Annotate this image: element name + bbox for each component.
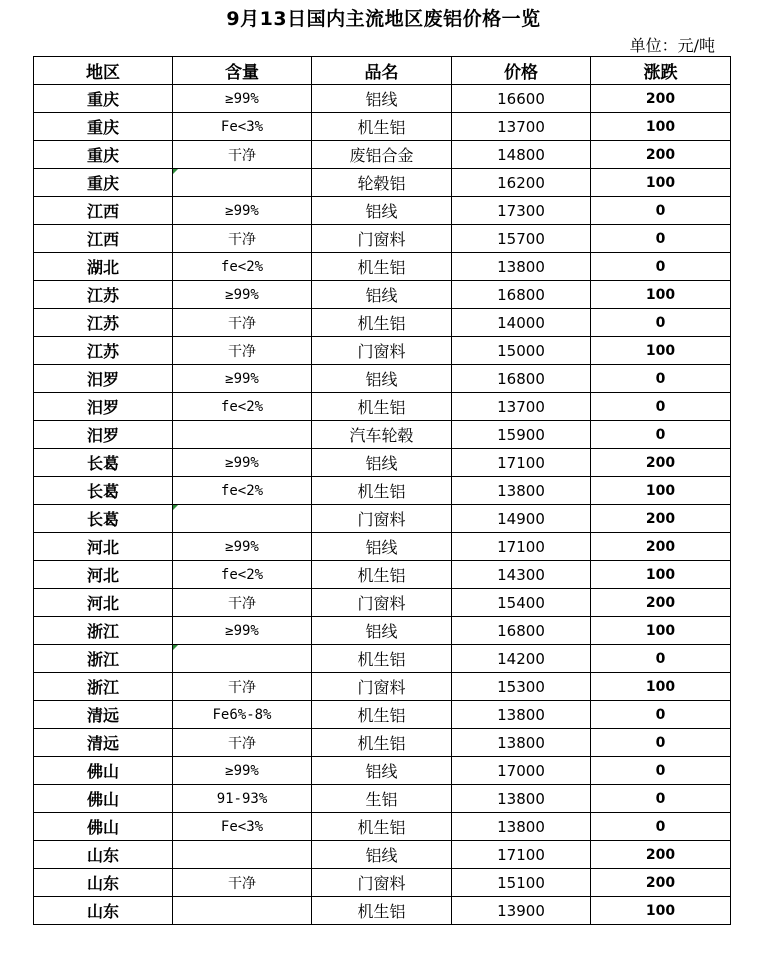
change-cell: 100 — [591, 477, 731, 505]
product-cell: 机生铝 — [312, 729, 452, 757]
table-row — [34, 757, 731, 785]
table-row — [34, 253, 731, 281]
price-cell: 16800 — [452, 617, 591, 645]
region-cell: 江苏 — [34, 309, 173, 337]
price-cell: 13800 — [452, 729, 591, 757]
content-cell: 干净 — [173, 309, 312, 337]
product-cell: 门窗料 — [312, 505, 452, 533]
price-cell: 15300 — [452, 673, 591, 701]
product-cell: 门窗料 — [312, 673, 452, 701]
table-row — [34, 785, 731, 813]
price-cell: 17000 — [452, 757, 591, 785]
content-cell: 干净 — [173, 141, 312, 169]
price-cell: 13800 — [452, 701, 591, 729]
region-cell: 河北 — [34, 589, 173, 617]
content-cell: fe<2% — [173, 393, 312, 421]
price-cell: 13800 — [452, 813, 591, 841]
change-cell: 200 — [591, 869, 731, 897]
table-row — [34, 85, 731, 113]
region-cell: 清远 — [34, 701, 173, 729]
change-cell: 100 — [591, 281, 731, 309]
change-cell: 100 — [591, 897, 731, 925]
unit-label: 单位：元/吨 — [629, 36, 715, 55]
table-row — [34, 141, 731, 169]
comment-marker-icon — [173, 505, 178, 510]
table-row — [34, 309, 731, 337]
content-cell: ≥99% — [173, 281, 312, 309]
region-cell: 浙江 — [34, 645, 173, 673]
table-row — [34, 729, 731, 757]
table-row — [34, 421, 731, 449]
table-row — [34, 533, 731, 561]
product-cell: 机生铝 — [312, 813, 452, 841]
product-cell: 门窗料 — [312, 337, 452, 365]
table-row — [34, 169, 731, 197]
price-cell: 14300 — [452, 561, 591, 589]
content-cell — [173, 505, 312, 533]
content-cell: 干净 — [173, 589, 312, 617]
region-cell: 重庆 — [34, 169, 173, 197]
content-cell — [173, 645, 312, 673]
change-cell: 0 — [591, 645, 731, 673]
content-cell: ≥99% — [173, 449, 312, 477]
price-cell: 13700 — [452, 113, 591, 141]
product-cell: 铝线 — [312, 449, 452, 477]
content-cell: 干净 — [173, 729, 312, 757]
region-cell: 汨罗 — [34, 365, 173, 393]
price-cell: 16800 — [452, 365, 591, 393]
table-row — [34, 393, 731, 421]
content-cell — [173, 169, 312, 197]
column-header-price: 价格 — [452, 57, 591, 85]
change-cell: 200 — [591, 85, 731, 113]
table-row — [34, 561, 731, 589]
change-cell: 0 — [591, 309, 731, 337]
column-header-content: 含量 — [173, 57, 312, 85]
table-header-row — [34, 57, 731, 85]
table-row — [34, 197, 731, 225]
product-cell: 铝线 — [312, 757, 452, 785]
product-cell: 铝线 — [312, 281, 452, 309]
price-cell: 13800 — [452, 785, 591, 813]
change-cell: 100 — [591, 617, 731, 645]
comment-marker-icon — [173, 169, 178, 174]
content-cell: fe<2% — [173, 561, 312, 589]
table-row — [34, 673, 731, 701]
price-cell: 13800 — [452, 477, 591, 505]
comment-marker-icon — [173, 645, 178, 650]
content-cell: 干净 — [173, 225, 312, 253]
change-cell: 0 — [591, 729, 731, 757]
price-cell: 14800 — [452, 141, 591, 169]
region-cell: 江西 — [34, 225, 173, 253]
table-row — [34, 365, 731, 393]
price-cell: 17100 — [452, 533, 591, 561]
table-row — [34, 645, 731, 673]
region-cell: 汨罗 — [34, 421, 173, 449]
region-cell: 湖北 — [34, 253, 173, 281]
product-cell: 机生铝 — [312, 477, 452, 505]
page-title: 9月13日国内主流地区废铝价格一览 — [226, 8, 541, 30]
region-cell: 河北 — [34, 533, 173, 561]
product-cell: 机生铝 — [312, 701, 452, 729]
region-cell: 重庆 — [34, 85, 173, 113]
table-row — [34, 841, 731, 869]
region-cell: 江苏 — [34, 337, 173, 365]
content-cell: fe<2% — [173, 477, 312, 505]
region-cell: 浙江 — [34, 617, 173, 645]
price-cell: 15400 — [452, 589, 591, 617]
product-cell: 机生铝 — [312, 561, 452, 589]
change-cell: 0 — [591, 365, 731, 393]
change-cell: 200 — [591, 589, 731, 617]
content-cell: 干净 — [173, 869, 312, 897]
change-cell: 0 — [591, 785, 731, 813]
price-cell: 15000 — [452, 337, 591, 365]
table-row — [34, 337, 731, 365]
change-cell: 200 — [591, 505, 731, 533]
change-cell: 100 — [591, 561, 731, 589]
product-cell: 轮毂铝 — [312, 169, 452, 197]
table-row — [34, 589, 731, 617]
content-cell — [173, 841, 312, 869]
price-cell: 14900 — [452, 505, 591, 533]
change-cell: 0 — [591, 757, 731, 785]
content-cell: Fe6%-8% — [173, 701, 312, 729]
table-row — [34, 813, 731, 841]
region-cell: 汨罗 — [34, 393, 173, 421]
content-cell: ≥99% — [173, 365, 312, 393]
change-cell: 0 — [591, 197, 731, 225]
region-cell: 浙江 — [34, 673, 173, 701]
content-cell — [173, 421, 312, 449]
product-cell: 门窗料 — [312, 225, 452, 253]
column-header-product: 品名 — [312, 57, 452, 85]
content-cell: ≥99% — [173, 533, 312, 561]
change-cell: 0 — [591, 701, 731, 729]
product-cell: 机生铝 — [312, 393, 452, 421]
table-row — [34, 897, 731, 925]
price-cell: 15900 — [452, 421, 591, 449]
change-cell: 0 — [591, 813, 731, 841]
change-cell: 200 — [591, 449, 731, 477]
change-cell: 0 — [591, 421, 731, 449]
region-cell: 长葛 — [34, 477, 173, 505]
table-row — [34, 701, 731, 729]
table-row — [34, 113, 731, 141]
product-cell: 汽车轮毂 — [312, 421, 452, 449]
price-cell: 16800 — [452, 281, 591, 309]
product-cell: 铝线 — [312, 365, 452, 393]
content-cell — [173, 897, 312, 925]
table-row — [34, 617, 731, 645]
region-cell: 江西 — [34, 197, 173, 225]
table-row — [34, 505, 731, 533]
change-cell: 0 — [591, 393, 731, 421]
change-cell: 200 — [591, 533, 731, 561]
content-cell: 干净 — [173, 337, 312, 365]
price-cell: 16600 — [452, 85, 591, 113]
region-cell: 江苏 — [34, 281, 173, 309]
price-cell: 14000 — [452, 309, 591, 337]
region-cell: 山东 — [34, 869, 173, 897]
price-cell: 17300 — [452, 197, 591, 225]
price-cell: 15700 — [452, 225, 591, 253]
change-cell: 100 — [591, 169, 731, 197]
price-cell: 13900 — [452, 897, 591, 925]
change-cell: 100 — [591, 113, 731, 141]
region-cell: 长葛 — [34, 505, 173, 533]
price-cell: 17100 — [452, 449, 591, 477]
product-cell: 门窗料 — [312, 589, 452, 617]
region-cell: 重庆 — [34, 141, 173, 169]
region-cell: 山东 — [34, 841, 173, 869]
product-cell: 废铝合金 — [312, 141, 452, 169]
price-cell: 16200 — [452, 169, 591, 197]
product-cell: 铝线 — [312, 617, 452, 645]
content-cell: 干净 — [173, 673, 312, 701]
content-cell: ≥99% — [173, 757, 312, 785]
product-cell: 铝线 — [312, 533, 452, 561]
content-cell: 91-93% — [173, 785, 312, 813]
product-cell: 门窗料 — [312, 869, 452, 897]
product-cell: 机生铝 — [312, 253, 452, 281]
region-cell: 佛山 — [34, 757, 173, 785]
region-cell: 重庆 — [34, 113, 173, 141]
change-cell: 200 — [591, 841, 731, 869]
price-table — [33, 56, 731, 925]
price-cell: 17100 — [452, 841, 591, 869]
region-cell: 清远 — [34, 729, 173, 757]
region-cell: 佛山 — [34, 813, 173, 841]
price-cell: 14200 — [452, 645, 591, 673]
region-cell: 佛山 — [34, 785, 173, 813]
price-cell: 13700 — [452, 393, 591, 421]
content-cell: ≥99% — [173, 197, 312, 225]
region-cell: 河北 — [34, 561, 173, 589]
product-cell: 机生铝 — [312, 113, 452, 141]
price-cell: 13800 — [452, 253, 591, 281]
product-cell: 机生铝 — [312, 645, 452, 673]
product-cell: 铝线 — [312, 85, 452, 113]
product-cell: 铝线 — [312, 841, 452, 869]
content-cell: Fe<3% — [173, 113, 312, 141]
change-cell: 0 — [591, 225, 731, 253]
region-cell: 长葛 — [34, 449, 173, 477]
table-row — [34, 225, 731, 253]
column-header-change: 涨跌 — [591, 57, 731, 85]
change-cell: 100 — [591, 337, 731, 365]
table-body — [34, 85, 731, 925]
column-header-region: 地区 — [34, 57, 173, 85]
product-cell: 机生铝 — [312, 309, 452, 337]
change-cell: 200 — [591, 141, 731, 169]
change-cell: 100 — [591, 673, 731, 701]
table-row — [34, 477, 731, 505]
product-cell: 生铝 — [312, 785, 452, 813]
table-row — [34, 869, 731, 897]
table-row — [34, 449, 731, 477]
content-cell: ≥99% — [173, 85, 312, 113]
change-cell: 0 — [591, 253, 731, 281]
product-cell: 铝线 — [312, 197, 452, 225]
region-cell: 山东 — [34, 897, 173, 925]
content-cell: Fe<3% — [173, 813, 312, 841]
product-cell: 机生铝 — [312, 897, 452, 925]
table-row — [34, 281, 731, 309]
price-cell: 15100 — [452, 869, 591, 897]
content-cell: ≥99% — [173, 617, 312, 645]
content-cell: fe<2% — [173, 253, 312, 281]
